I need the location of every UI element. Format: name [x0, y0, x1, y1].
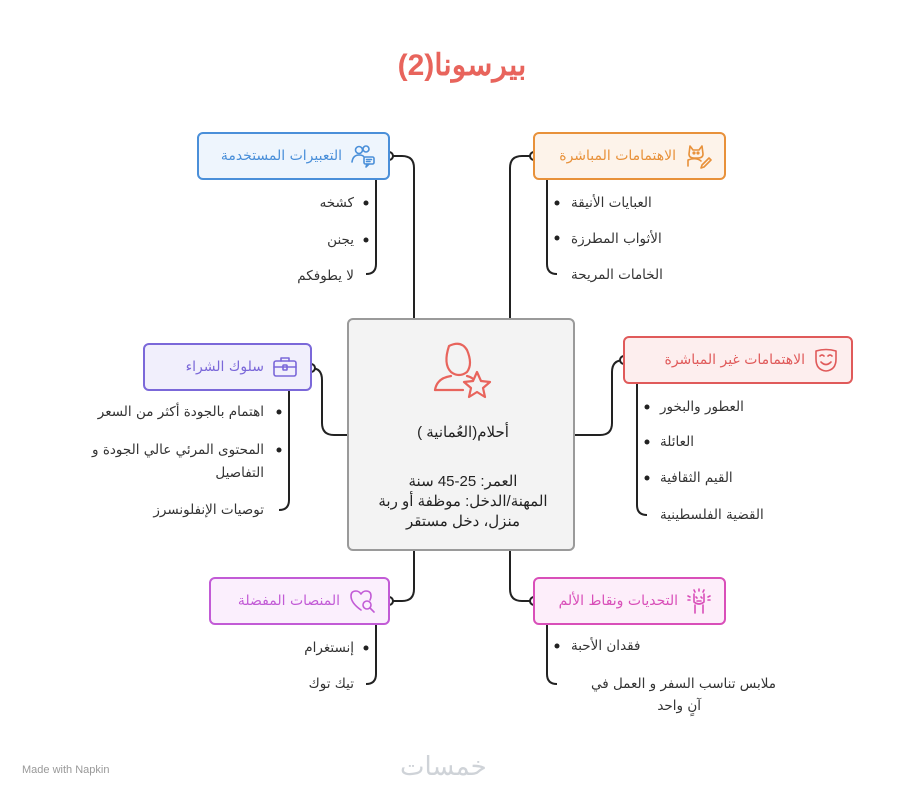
branch-expressions-label: التعبيرات المستخدمة	[220, 148, 342, 164]
list-item: تيك توك	[308, 676, 354, 692]
smile-mask-icon	[813, 347, 839, 373]
persona-job-line2: منزل، دخل مستقر	[405, 513, 521, 530]
branch-buying-behavior-label: سلوك الشراء	[185, 359, 264, 375]
persona-job-line1: المهنة/الدخل: موظفة أو ربة	[378, 493, 548, 510]
list-item: القيم الثقافية	[660, 470, 733, 486]
heart-search-icon	[348, 588, 376, 614]
branch-platforms-label: المنصات المفضلة	[237, 593, 340, 609]
persona-age: العمر: 25-45 سنة	[408, 473, 518, 490]
stressed-person-icon	[686, 588, 712, 614]
list-item: القضية الفلسطينية	[660, 507, 764, 523]
branch-expressions[interactable]	[197, 132, 390, 180]
branch-challenges[interactable]	[533, 577, 726, 625]
list-item: لا يطوفكم	[297, 268, 354, 284]
connector-platforms	[389, 551, 414, 601]
connector-indirect	[575, 360, 624, 435]
user-star-icon	[427, 338, 499, 408]
list-item: ملابس تناسب السفر و العمل في	[590, 676, 776, 692]
stem-challenges	[547, 625, 557, 684]
list-item: اهتمام بالجودة أكثر من السعر	[97, 404, 264, 420]
stem-platforms	[366, 625, 376, 684]
list-item: يجنن	[327, 232, 354, 248]
napkin-watermark	[22, 764, 109, 776]
list-item: الخامات المريحة	[571, 267, 663, 283]
list-item: توصيات الإنفلونسرز	[153, 502, 264, 518]
napkin-watermark-text: Made with Napkin	[22, 764, 110, 776]
users-chat-icon	[350, 144, 376, 168]
list-item: العائلة	[660, 434, 694, 450]
stem-direct-interests	[547, 180, 557, 274]
list-item: التفاصيل	[215, 465, 264, 481]
cat-pencil-icon	[684, 143, 712, 169]
branch-direct-interests-label: الاهتمامات المباشرة	[559, 148, 676, 164]
branch-buying-behavior[interactable]	[143, 343, 312, 391]
briefcase-icon	[272, 355, 298, 379]
list-item: الأثواب المطرزة	[571, 231, 662, 247]
list-item: إنستغرام	[304, 640, 354, 656]
list-item: آنٍ واحد	[657, 698, 701, 714]
list-item: المحتوى المرئي عالي الجودة و	[92, 442, 264, 458]
list-item: كشخه	[319, 195, 354, 211]
list-item: العبايات الأنيقة	[571, 195, 652, 211]
persona-center-card	[347, 318, 575, 551]
connector-expressions	[389, 156, 414, 318]
branch-platforms[interactable]	[209, 577, 390, 625]
persona-name: أحلام(العُمانية )	[417, 424, 509, 441]
khamsat-watermark: خمسات	[400, 752, 487, 782]
connector-buying	[311, 368, 347, 435]
connector-direct-interests	[510, 156, 534, 318]
stem-indirect	[637, 384, 647, 515]
branch-indirect-interests[interactable]	[623, 336, 853, 384]
branch-indirect-interests-label: الاهتمامات غير المباشرة	[664, 352, 805, 368]
branch-direct-interests[interactable]	[533, 132, 726, 180]
connector-challenges	[510, 551, 534, 601]
stem-expressions	[366, 180, 376, 274]
page-title: بيرسونا(2)	[397, 49, 527, 82]
list-item: فقدان الأحبة	[571, 638, 641, 654]
branch-challenges-label: التحديات ونقاط الألم	[558, 593, 678, 609]
list-item: العطور والبخور	[660, 399, 744, 415]
